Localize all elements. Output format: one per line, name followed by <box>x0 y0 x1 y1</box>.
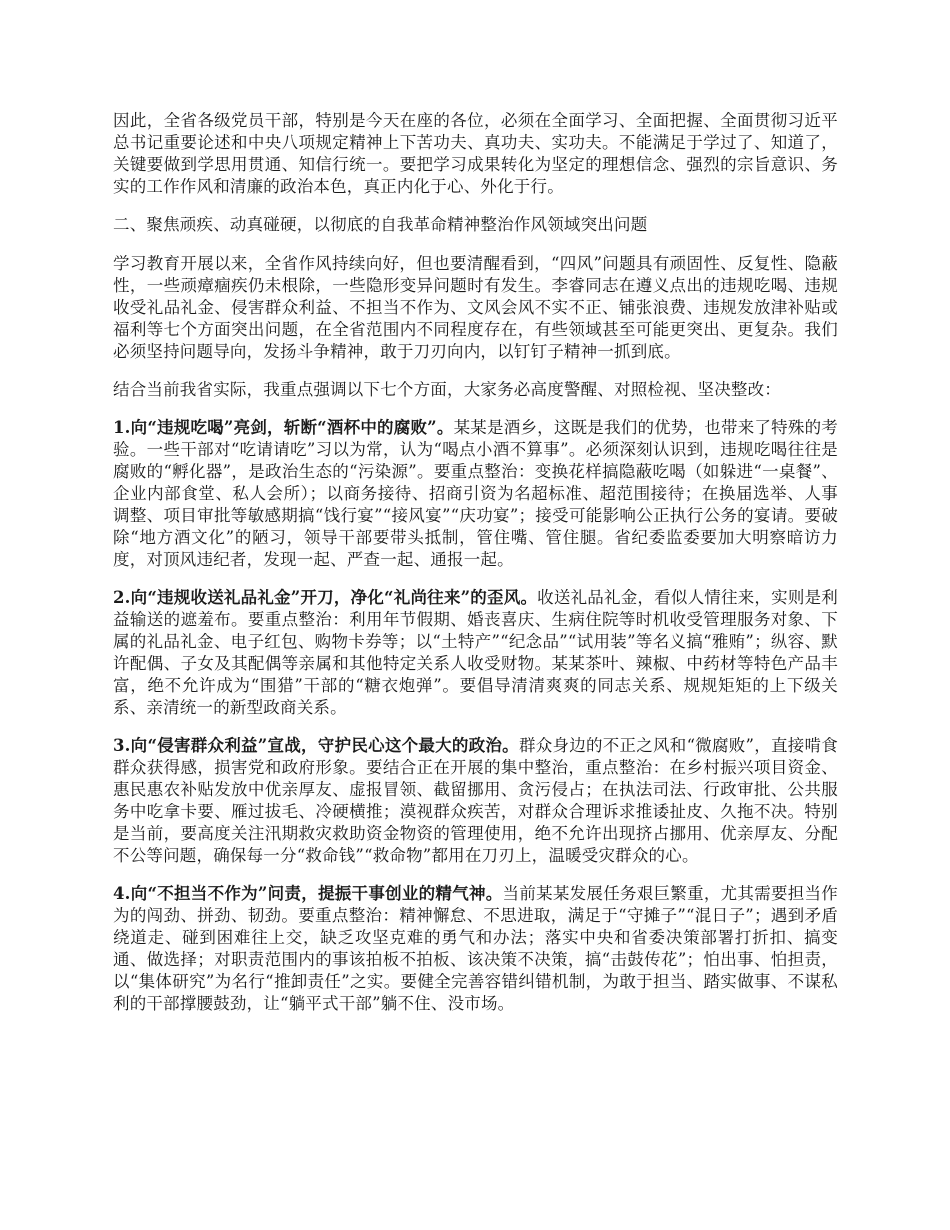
intro-paragraph: 因此，全省各级党员干部，特别是今天在座的各位，必须在全面学习、全面把握、全面贯彻习近平总书记重要论述和中央八项规定精神上下苦功夫、真功夫、实功夫。不能满足于学过了、知道了，关键要做到学思用贯通、知信行统一。要把学习成果转化为坚定的理想信念、强烈的宗旨意识、务实的工作作风和清廉的政治本色，真正内化于心、外化于行。 <box>113 111 838 196</box>
point-4-paragraph <box>113 883 838 1015</box>
point-3-lead: 3.向“侵害群众利益”宣战，守护民心这个最大的政治。 <box>113 736 519 755</box>
problem-overview-paragraph: 学习教育开展以来，全省作风持续向好，但也要清醒看到，“四风”问题具有顽固性、反复性、隐蔽性，一些顽瘴痼疾仍未根除，一些隐形变异问题时有发生。李睿同志在遵义点出的违规吃喝、违规收受礼品礼金、侵害群众利益、不担当不作为、文风会风不实不正、铺张浪费、违规发放津补贴或福利等七个方面突出问题，在全省范围内不同程度存在，有些领域甚至可能更突出、更复杂。我们必须坚持问题导向，发扬斗争精神，敢于刀刃向内，以钉钉子精神一抓到底。 <box>113 254 838 361</box>
point-1-lead: 1.向“违规吃喝”亮剑，斩断“酒杯中的腐败”。 <box>113 418 454 437</box>
point-2-body: 收送礼品礼金，看似人情往来，实则是利益输送的遮羞布。要重点整治：利用年节假期、婚丧喜庆、生病住院等时机收受管理服务对象、下属的礼品礼金、电子红包、购物卡券等；以“土特产”“纪念品”“试用装”等名义搞“雅贿”；纵容、默许配偶、子女及其配偶等亲属和其他特定关系人收受财物。某某茶叶、辣椒、中药材等特色产品丰富，绝不允许成为“围猎”干部的“糖衣炮弹”。要倡导清清爽爽的同志关系、规规矩矩的上下级关系、亲清统一的新型政商关系。 <box>113 588 838 717</box>
point-4-lead: 4.向“不担当不作为”问责，提振干事创业的精气神。 <box>113 884 503 903</box>
emphasis-intro-paragraph: 结合当前我省实际，我重点强调以下七个方面，大家务必高度警醒、对照检视、坚决整改： <box>113 380 781 399</box>
point-3-paragraph <box>113 735 838 867</box>
point-3-body: 群众身边的不正之风和“微腐败”，直接啃食群众获得感，损害党和政府形象。要结合正在开展的集中整治，重点整治：在乡村振兴项目资金、惠民惠农补贴发放中优亲厚友、虚报冒领、截留挪用、贪污侵占；在执法司法、行政审批、公共服务中吃拿卡要、雁过拔毛、冷硬横推；漠视群众疾苦，对群众合理诉求推诿扯皮、久拖不决。特别是当前，要高度关注汛期救灾救助资金物资的管理使用，绝不允许出现挤占挪用、优亲厚友、分配不公等问题，确保每一分“救命钱”“救命物”都用在刀刃上，温暖受灾群众的心。 <box>113 736 838 865</box>
section-heading: 二、聚焦顽疾、动真碰硬，以彻底的自我革命精神整治作风领域突出问题 <box>113 215 648 234</box>
point-4-body: 当前某某发展任务艰巨繁重，尤其需要担当作为的闯劲、拼劲、韧劲。要重点整治：精神懈怠、不思进取，满足于“守摊子”“混日子”；遇到矛盾绕道走、碰到困难往上交，缺乏攻坚克难的勇气和办法；落实中央和省委决策部署打折扣、搞变通、做选择；对职责范围内的事该拍板不拍板、该决策不决策，搞“击鼓传花”；怕出事、怕担责，以“集体研究”为名行“推卸责任”之实。要健全完善容错纠错机制，为敢于担当、踏实做事、不谋私利的干部撑腰鼓劲，让“躺平式干部”躺不住、没市场。 <box>113 884 838 1013</box>
point-2-lead: 2.向“违规收送礼品礼金”开刀，净化“礼尚往来”的歪风。 <box>113 588 538 607</box>
point-1-paragraph <box>113 417 838 571</box>
point-1-body: 某某是酒乡，这既是我们的优势，也带来了特殊的考验。一些干部对“吃请请吃”习以为常，认为“喝点小酒不算事”。必须深刻认识到，违规吃喝往往是腐败的“孵化器”，是政治生态的“污染源”。要重点整治：变换花样搞隐蔽吃喝（如躲进“一桌餐”、企业内部食堂、私人会所）；以商务接待、招商引资为名超标准、超范围接待；在换届选举、人事调整、项目审批等敏感期搞“饯行宴”“接风宴”“庆功宴”；接受可能影响公正执行公务的宴请。要破除“地方酒文化”的陋习，领导干部要带头抵制，管住嘴、管住腿。省纪委监委要加大明察暗访力度，对顶风违纪者，发现一起、严查一起、通报一起。 <box>113 418 838 569</box>
point-2-paragraph <box>113 587 838 719</box>
